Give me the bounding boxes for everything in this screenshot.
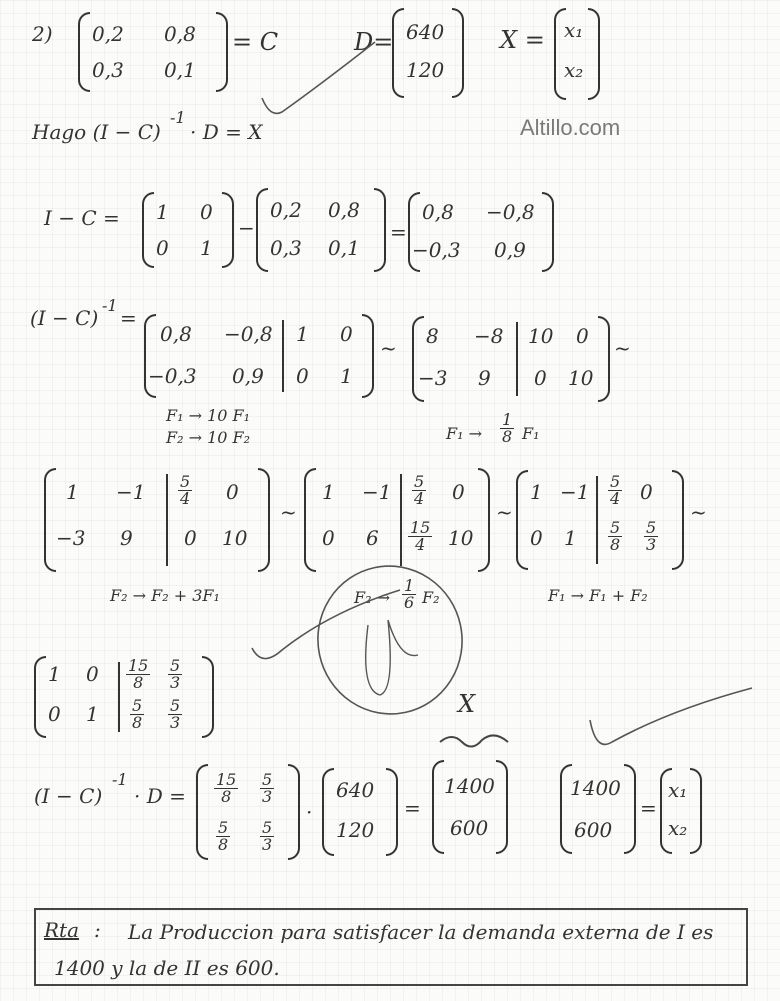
matrix-c-repeat (256, 188, 386, 272)
matrix-cell: 120 (406, 58, 445, 82)
matrix-cell: x₂ (668, 816, 688, 840)
i-minus-c-label: I − C = (44, 206, 120, 230)
matrix-cell: 6 (366, 526, 379, 550)
matrix-cell: 600 (450, 816, 489, 840)
row-op: F₁ → F₁ + F₂ (548, 586, 648, 605)
matrix-fraction (412, 474, 426, 507)
matrix-cell: 0,8 (164, 22, 196, 46)
tilde-sign: ~ (614, 336, 631, 360)
matrix-cell: 0 (576, 324, 589, 348)
matrix-cell: −0,3 (412, 238, 461, 262)
inverse-exponent: -1 (170, 108, 186, 127)
matrix-cell: 1 (340, 364, 353, 388)
matrix-cell: 0,2 (270, 198, 302, 222)
matrix-c (78, 12, 228, 92)
frac-num: 5 (170, 656, 181, 675)
equals-sign: = (640, 796, 657, 820)
matrix-fraction (168, 698, 182, 731)
augmented-matrix-4 (304, 468, 490, 572)
frac-num: 15 (128, 656, 149, 675)
row-op-fraction (500, 412, 514, 445)
row-op-prefix: F₂ → (354, 588, 391, 607)
frac-den: 8 (133, 673, 144, 692)
matrix-cell: 0 (296, 364, 309, 388)
matrix-cell: 0,8 (160, 322, 192, 346)
augmented-matrix-6 (34, 656, 214, 738)
matrix-cell: 120 (336, 818, 375, 842)
matrix-d (392, 8, 464, 98)
matrix-cell: −1 (116, 480, 146, 504)
matrix-cell: −3 (418, 366, 448, 390)
inverse-exponent: -1 (112, 770, 128, 789)
matrix-cell: 600 (574, 818, 613, 842)
matrix-cell: −0,8 (224, 322, 273, 346)
matrix-cell: 640 (406, 20, 445, 44)
matrix-cell: 1 (564, 526, 577, 550)
dot-sign: · (306, 800, 313, 824)
frac-den: 4 (414, 489, 425, 508)
matrix-cell: −1 (560, 480, 590, 504)
frac-den: 8 (218, 835, 229, 854)
frac-num: 1 (404, 576, 415, 595)
hago-tail: · D = X (190, 120, 263, 144)
frac-num: 15 (410, 518, 431, 537)
matrix-fraction (408, 520, 432, 553)
i-minus-c-result (408, 192, 554, 272)
frac-num: 5 (262, 770, 273, 789)
matrix-cell: 1 (156, 200, 169, 224)
matrix-cell: 0,1 (328, 236, 360, 260)
frac-num: 5 (132, 696, 143, 715)
frac-den: 3 (170, 673, 181, 692)
matrix-cell: 0,2 (92, 22, 124, 46)
matrix-cell: 10 (222, 526, 248, 550)
matrix-cell: 1 (296, 322, 309, 346)
frac-num: 1 (502, 410, 513, 429)
matrix-cell: 0 (226, 480, 239, 504)
matrix-fraction (168, 658, 182, 691)
frac-den: 6 (404, 593, 415, 612)
matrix-cell: 0 (200, 200, 213, 224)
x-label: X = (500, 26, 545, 54)
matrix-cell: 0 (452, 480, 465, 504)
hago-text: Hago (I − C) (32, 120, 161, 144)
frac-num: 5 (170, 696, 181, 715)
matrix-cell: 0,8 (328, 198, 360, 222)
equals-sign: = (404, 796, 421, 820)
matrix-cell: 8 (426, 324, 439, 348)
matrix-cell: x₂ (564, 58, 584, 82)
frac-num: 15 (216, 770, 237, 789)
row-op: F₂ → 10 F₂ (166, 428, 251, 447)
watermark-logo: Altillo.com (520, 115, 621, 140)
matrix-cell: 0 (184, 526, 197, 550)
frac-den: 4 (180, 489, 191, 508)
frac-num: 5 (262, 818, 273, 837)
equals-sign: = (390, 220, 407, 244)
matrix-cell: 0,1 (164, 58, 196, 82)
inverse-label: (I − C) (30, 306, 99, 330)
frac-den: 8 (502, 427, 513, 446)
matrix-cell: −8 (474, 324, 504, 348)
answer-line-1: La Produccion para satisfacer la demanda externa de I es (128, 920, 714, 944)
matrix-cell: 10 (528, 324, 554, 348)
matrix-fraction (608, 474, 622, 507)
matrix-cell: 10 (568, 366, 594, 390)
row-op: F₁ → 10 F₁ (166, 406, 251, 425)
matrix-cell: 1 (48, 662, 61, 686)
equals-sign: = (120, 306, 137, 330)
x-over-label: X (458, 690, 476, 718)
matrix-cell: 1 (322, 480, 335, 504)
frac-den: 8 (221, 787, 232, 806)
matrix-cell: −1 (362, 480, 392, 504)
matrix-cell: 1400 (444, 774, 495, 798)
matrix-fraction (216, 820, 230, 853)
matrix-cell: 0 (322, 526, 335, 550)
matrix-cell: 0,8 (422, 200, 454, 224)
matrix-cell: −3 (56, 526, 86, 550)
result-matrix-repeat (560, 764, 636, 854)
matrix-cell: 1 (200, 236, 213, 260)
problem-number: 2) (32, 22, 53, 46)
frac-den: 8 (132, 713, 143, 732)
frac-den: 4 (415, 535, 426, 554)
matrix-fraction (260, 772, 274, 805)
row-op-fraction (402, 578, 416, 611)
inverse-matrix (196, 764, 300, 860)
frac-num: 5 (646, 518, 657, 537)
frac-den: 3 (170, 713, 181, 732)
times-d-label: · D = (134, 784, 186, 808)
frac-den: 4 (610, 489, 621, 508)
tilde-sign: ~ (280, 500, 297, 524)
frac-num: 5 (414, 472, 425, 491)
inverse-exponent: -1 (102, 296, 118, 315)
matrix-x-repeat (660, 768, 702, 854)
matrix-fraction (644, 520, 658, 553)
row-op-prefix: F₁ → (446, 424, 483, 443)
frac-den: 3 (262, 835, 273, 854)
matrix-cell: 0 (48, 702, 61, 726)
matrix-cell: 1 (66, 480, 79, 504)
answer-label: Rta (44, 918, 80, 942)
answer-line-2: 1400 y la de II es 600. (54, 956, 280, 980)
row-op-suffix: F₁ (522, 424, 540, 443)
matrix-cell: 0,3 (270, 236, 302, 260)
matrix-cell: 9 (478, 366, 491, 390)
augmented-matrix-5 (516, 470, 684, 570)
answer-colon: : (94, 918, 101, 942)
augmented-matrix-1 (144, 314, 374, 398)
row-op-suffix: F₂ (422, 588, 440, 607)
tilde-sign: ~ (690, 500, 707, 524)
frac-num: 5 (610, 472, 621, 491)
tilde-underline (440, 735, 508, 746)
d-label: D= (354, 28, 394, 56)
tilde-sign: ~ (380, 336, 397, 360)
matrix-cell: 0,3 (92, 58, 124, 82)
matrix-d-repeat (322, 768, 398, 856)
matrix-fraction (260, 820, 274, 853)
frac-num: 5 (218, 818, 229, 837)
matrix-cell: −0,3 (148, 364, 197, 388)
frac-num: 5 (180, 472, 191, 491)
identity-matrix (142, 192, 234, 268)
matrix-cell: 0 (340, 322, 353, 346)
matrix-cell: 0 (534, 366, 547, 390)
matrix-cell: 0,9 (494, 238, 526, 262)
frac-num: 5 (610, 518, 621, 537)
matrix-cell: 1 (86, 702, 99, 726)
matrix-cell: x₁ (564, 18, 584, 42)
frac-den: 3 (646, 535, 657, 554)
tilde-sign: ~ (496, 500, 513, 524)
matrix-cell: 0 (86, 662, 99, 686)
matrix-fraction (214, 772, 238, 805)
matrix-cell: 0 (156, 236, 169, 260)
check-mark (590, 688, 752, 744)
inverse-label: (I − C) (34, 784, 103, 808)
matrix-fraction (130, 698, 144, 731)
augmented-matrix-2 (412, 316, 610, 402)
matrix-fraction (608, 520, 622, 553)
matrix-cell: −0,8 (486, 200, 535, 224)
frac-den: 8 (610, 535, 621, 554)
matrix-cell: 9 (120, 526, 133, 550)
augmented-matrix-3 (44, 468, 270, 572)
scribble-mark (366, 620, 418, 695)
matrix-cell: 10 (448, 526, 474, 550)
row-op: F₂ → F₂ + 3F₁ (110, 586, 220, 605)
equals-c: = C (232, 28, 279, 56)
matrix-fraction (126, 658, 150, 691)
matrix-cell: 0,9 (232, 364, 264, 388)
circle-mark (304, 553, 476, 728)
matrix-cell: 0 (640, 480, 653, 504)
matrix-cell: 640 (336, 778, 375, 802)
minus-sign: − (238, 216, 255, 240)
matrix-cell: 0 (530, 526, 543, 550)
matrix-cell: x₁ (668, 778, 688, 802)
matrix-x (554, 8, 600, 100)
result-matrix (432, 760, 508, 854)
matrix-fraction (178, 474, 192, 507)
frac-den: 3 (262, 787, 273, 806)
matrix-cell: 1 (530, 480, 543, 504)
matrix-cell: 1400 (570, 776, 621, 800)
